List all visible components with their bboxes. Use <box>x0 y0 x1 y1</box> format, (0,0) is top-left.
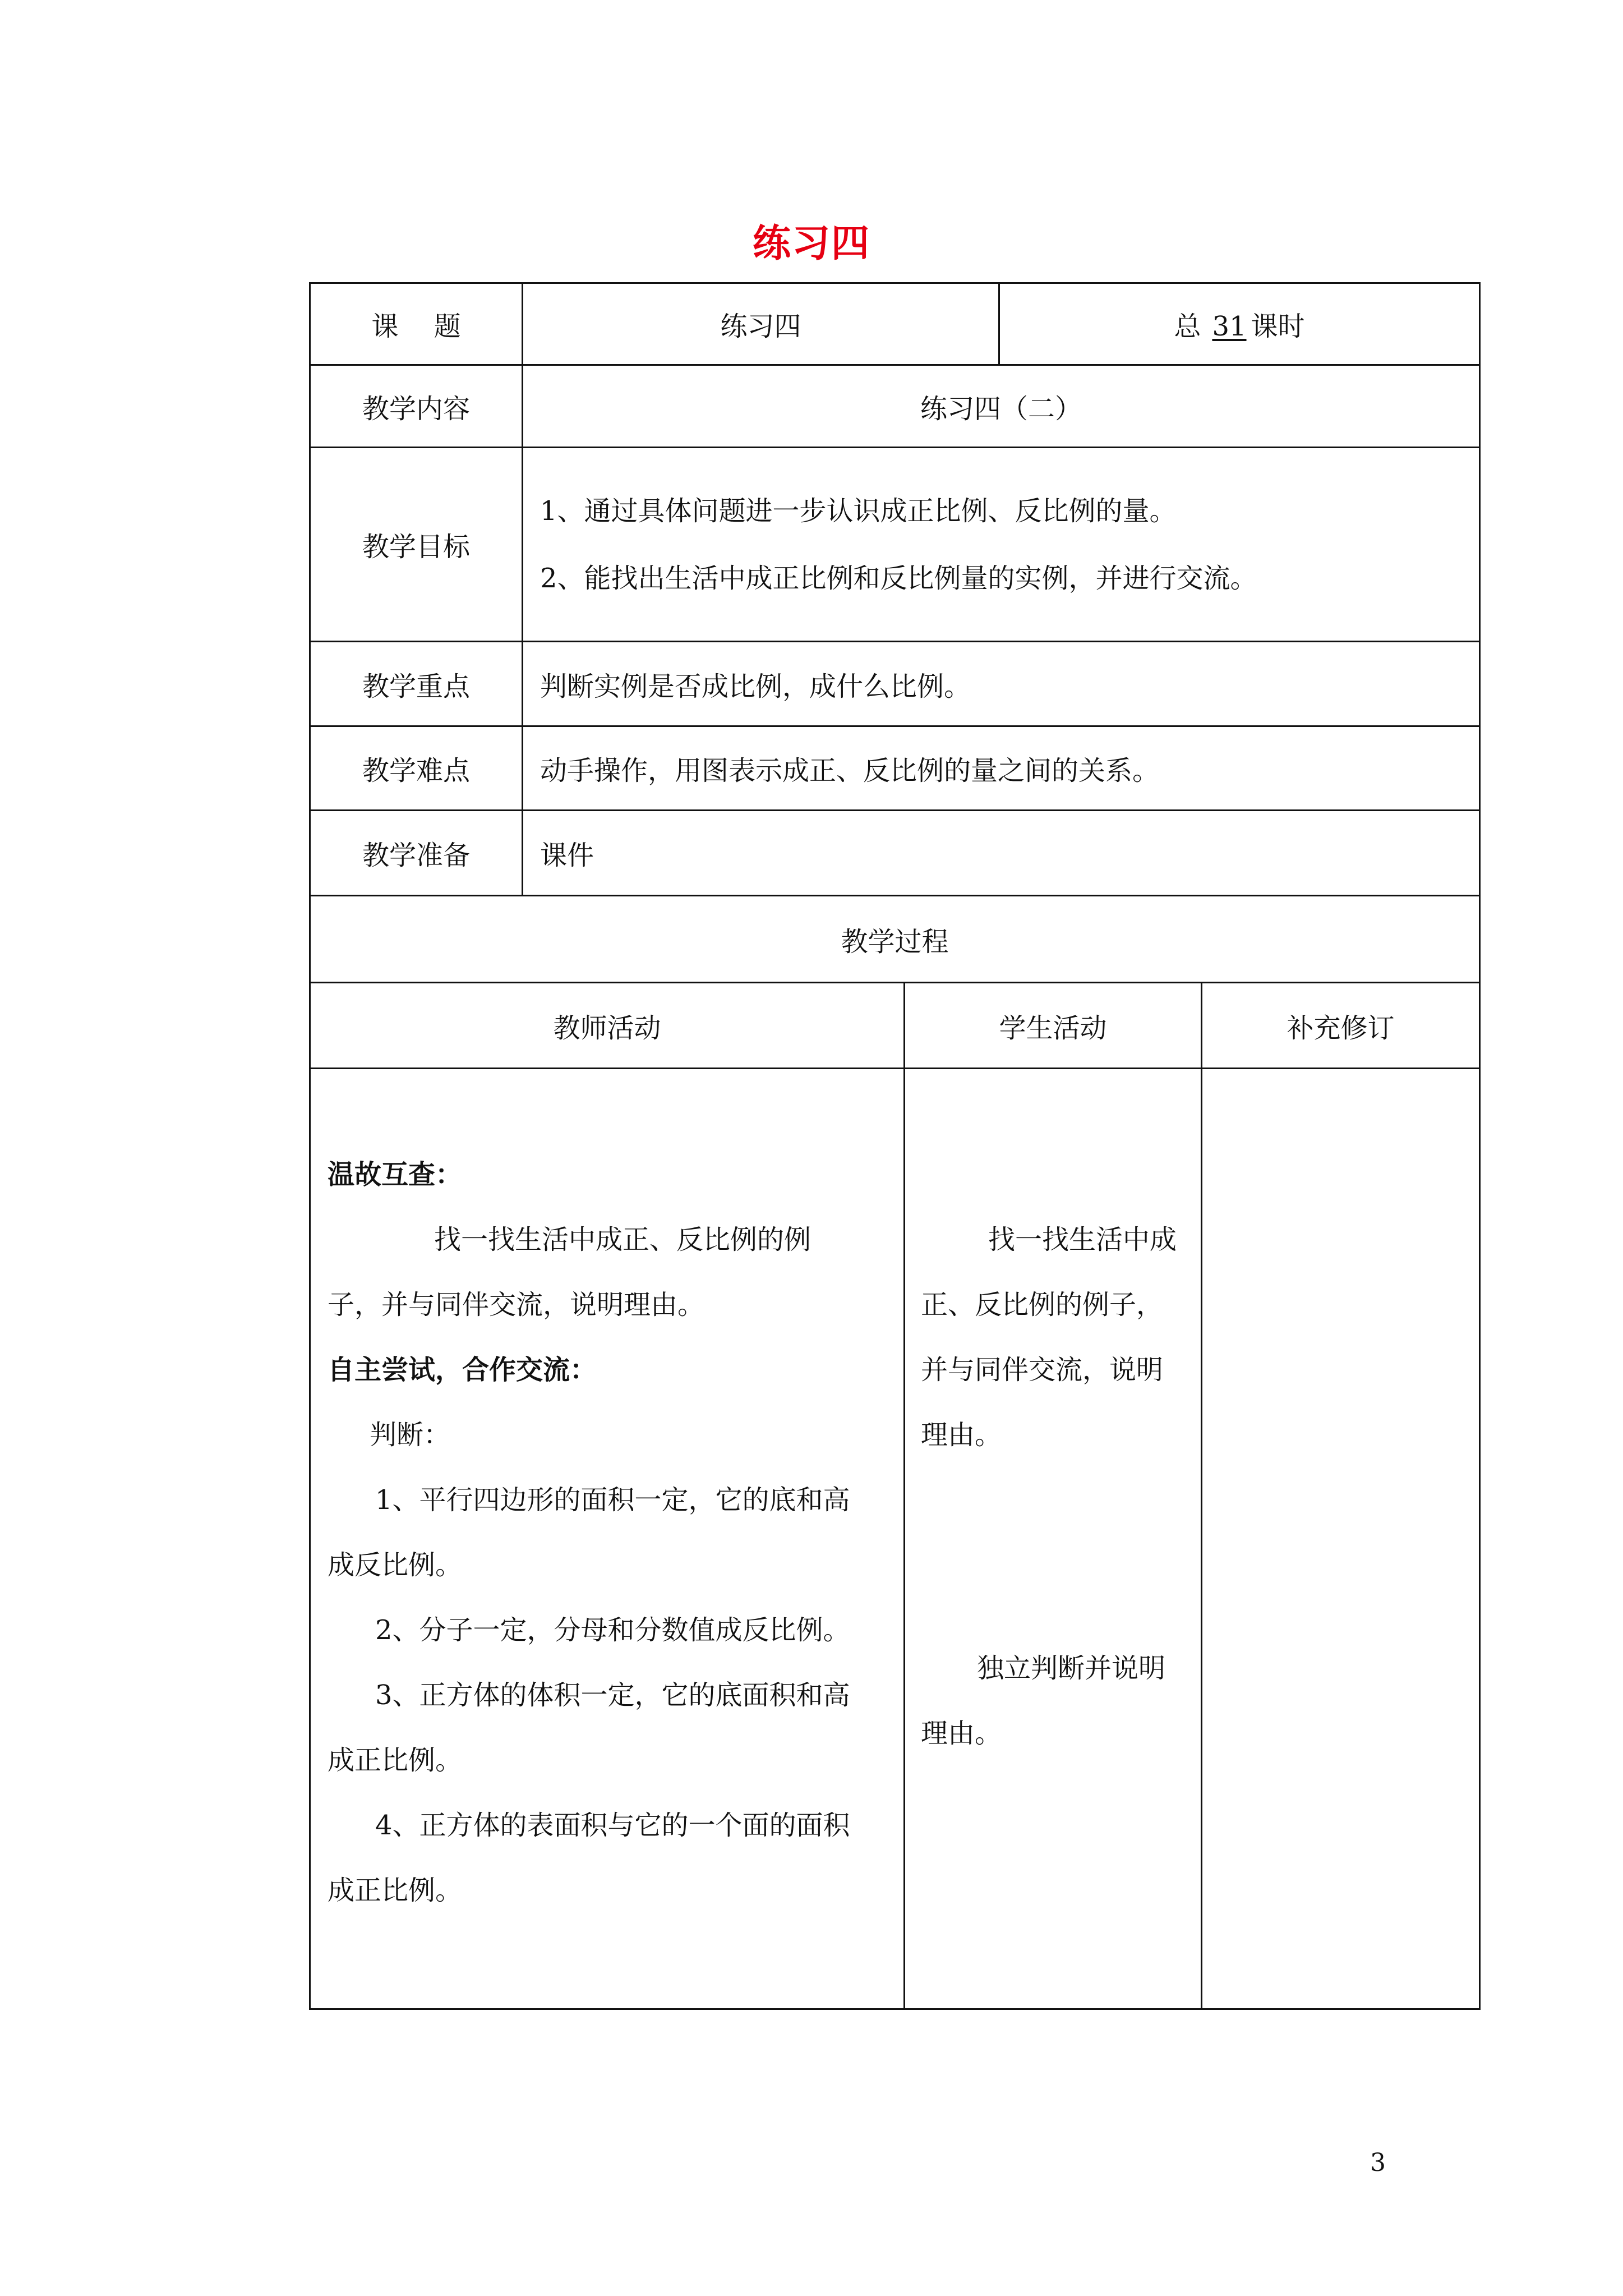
student-line: 正、反比例的例子， <box>921 1289 1164 1320</box>
total-lessons <box>999 283 1480 365</box>
student-line: 并与同伴交流，说明 <box>921 1354 1164 1386</box>
process-column-header-row <box>310 983 1480 1069</box>
prep-value: 课件 <box>523 811 1480 896</box>
process-heading: 教学过程 <box>310 896 1480 983</box>
section-heading: 温故互查： <box>328 1159 463 1190</box>
goal-item: 1、通过具体问题进一步认识成正比例、反比例的量。 <box>540 495 1177 527</box>
content-label: 教学内容 <box>310 365 523 448</box>
section-heading: 自主尝试，合作交流： <box>328 1354 597 1386</box>
notes-header: 补充修订 <box>1202 983 1480 1069</box>
student-line: 找一找生活中成 <box>988 1224 1177 1255</box>
student-line: 理由。 <box>921 1419 1002 1451</box>
total-prefix: 总 <box>1174 311 1201 342</box>
topic-label: 课 题 <box>310 283 523 365</box>
question-item: 3、正方体的体积一定，它的底面积和高 <box>375 1680 850 1711</box>
question-item: 2、分子一定，分母和分数值成反比例。 <box>375 1614 850 1646</box>
key-row <box>310 642 1480 726</box>
content-value: 练习四（二） <box>523 365 1480 448</box>
goal-row <box>310 448 1480 642</box>
student-activity-cell <box>905 1069 1202 2009</box>
process-body-row <box>310 1069 1480 2009</box>
notes-cell <box>1202 1069 1480 2009</box>
goal-item: 2、能找出生活中成正比例和反比例量的实例，并进行交流。 <box>540 562 1257 594</box>
prep-row <box>310 811 1480 896</box>
student-line: 理由。 <box>921 1718 1002 1749</box>
question-item-continued: 成正比例。 <box>328 1745 463 1776</box>
difficulty-value: 动手操作，用图表示成正、反比例的量之间的关系。 <box>523 726 1480 811</box>
lesson-info-table <box>309 282 1481 896</box>
spacer <box>921 1142 1189 1207</box>
key-value: 判断实例是否成比例，成什么比例。 <box>523 642 1480 726</box>
teaching-process-table <box>309 895 1481 2010</box>
question-item: 1、平行四边形的面积一定，它的底和高 <box>375 1484 850 1516</box>
total-number: 31 <box>1212 311 1247 342</box>
topic-row <box>310 283 1480 365</box>
question-item-continued: 成反比例。 <box>328 1549 463 1581</box>
total-suffix: 课时 <box>1251 311 1305 342</box>
student-line: 独立判断并说明 <box>977 1653 1166 1684</box>
page-number: 3 <box>1370 2148 1386 2177</box>
goal-label: 教学目标 <box>310 448 523 642</box>
question-item-continued: 成正比例。 <box>328 1875 463 1906</box>
prep-label: 教学准备 <box>310 811 523 896</box>
teacher-line: 子，并与同伴交流，说明理由。 <box>328 1289 705 1320</box>
key-label: 教学重点 <box>310 642 523 726</box>
spacer <box>921 1467 1189 1636</box>
topic-value: 练习四 <box>523 283 999 365</box>
teacher-activity-header: 教师活动 <box>310 983 905 1069</box>
student-activity-header: 学生活动 <box>905 983 1202 1069</box>
difficulty-label: 教学难点 <box>310 726 523 811</box>
goal-list <box>523 448 1480 642</box>
process-heading-row <box>310 896 1480 983</box>
difficulty-row <box>310 726 1480 811</box>
question-item: 4、正方体的表面积与它的一个面的面积 <box>375 1810 850 1841</box>
page-title: 练习四 <box>752 221 870 266</box>
teacher-line: 找一找生活中成正、反比例的例 <box>434 1224 811 1255</box>
teacher-line: 判断： <box>370 1419 451 1451</box>
content-row <box>310 365 1480 448</box>
teacher-activity-cell <box>310 1069 905 2009</box>
